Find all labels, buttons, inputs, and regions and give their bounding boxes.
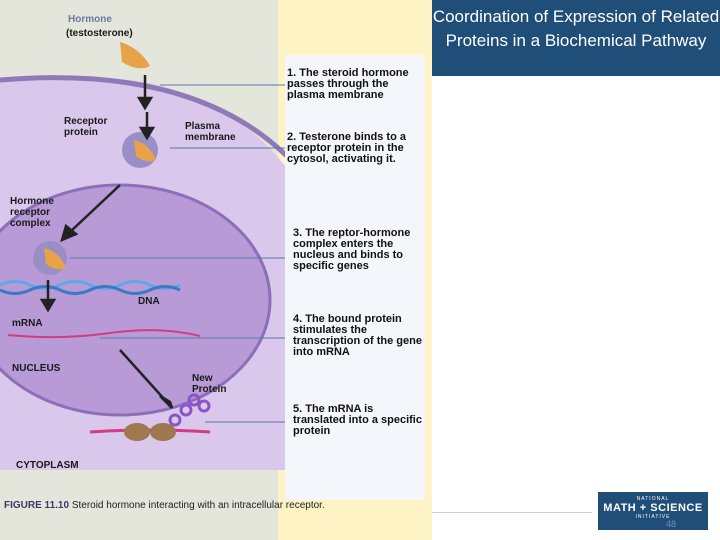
mrna-label: mRNA (12, 318, 43, 329)
step-5-text: 5. The mRNA is translated into a specific protein (293, 404, 425, 437)
testosterone-label: (testosterone) (66, 28, 133, 39)
page-number: 48 (666, 519, 677, 529)
footer-divider (432, 512, 592, 513)
caption-label: FIGURE 11.10 (4, 500, 70, 511)
nucleus-label: NUCLEUS (12, 363, 61, 374)
plasma-membrane-label: Plasma membrane (185, 121, 236, 143)
step-1-text: 1. The steroid hormone passes through the plasma membrane (287, 68, 425, 101)
logo-top-text: NATIONAL (636, 496, 670, 502)
dna-label: DNA (138, 296, 160, 307)
ribosome-1 (124, 423, 150, 441)
figure-caption (4, 499, 424, 512)
slide-title: Coordination of Expression of Related Proteins in a Biochemical Pathway (432, 0, 720, 76)
caption-text: Steroid hormone interacting with an intracellular receptor. (71, 500, 325, 511)
step-4-text: 4. The bound protein stimulates the transcription of the gene into mRNA (293, 314, 425, 358)
step-2-text: 2. Testerone binds to a receptor protein in the cytosol, activating it. (287, 132, 425, 165)
logo-middle-text: MATH + SCIENCE (603, 502, 703, 514)
receptor-protein-label: Receptor protein (64, 116, 108, 138)
hormone-label: Hormone (68, 14, 112, 25)
logo-bottom-text: INITIATIVE (635, 514, 671, 520)
step-3-text: 3. The reptor-hormone complex enters the nucleus and binds to specific genes (293, 228, 425, 272)
cytoplasm-label: CYTOPLASM (16, 460, 79, 471)
nmsi-logo (598, 492, 708, 530)
new-protein-label: New Protein (192, 373, 227, 395)
hormone-receptor-complex-label: Hormone receptor complex (10, 196, 54, 229)
